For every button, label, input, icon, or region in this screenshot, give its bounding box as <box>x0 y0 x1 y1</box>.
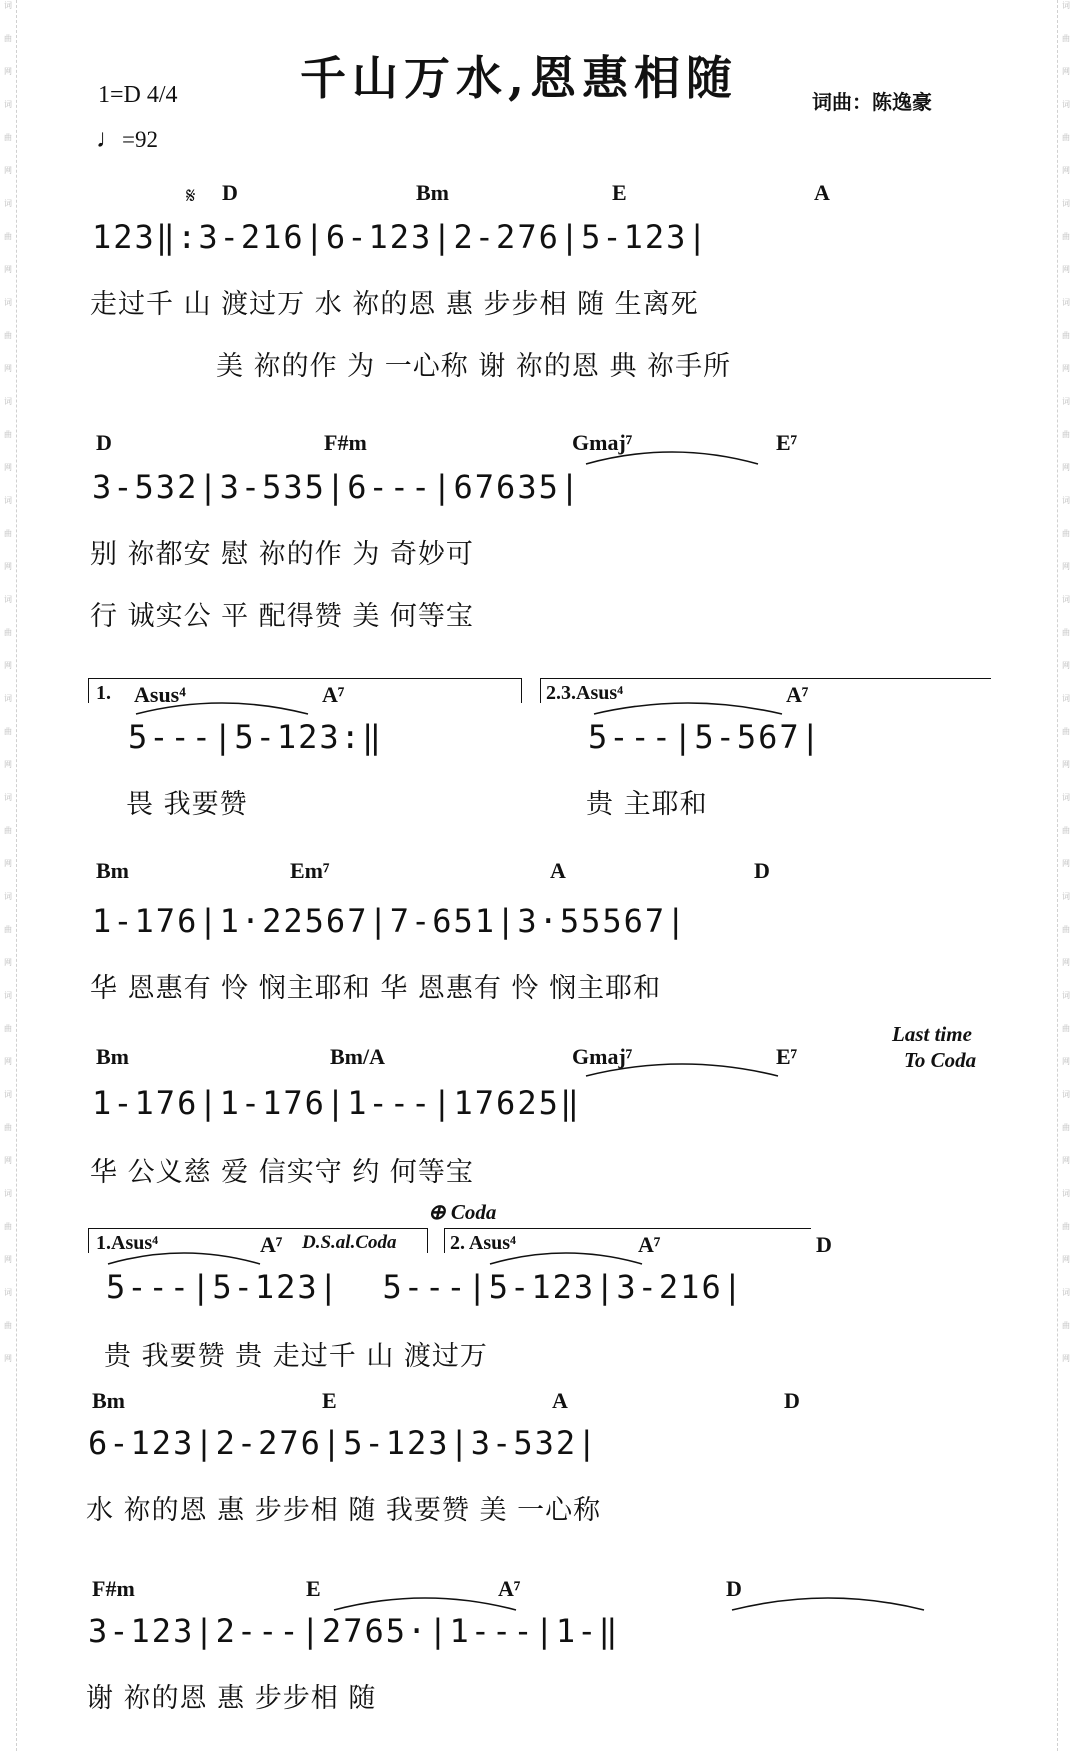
watermark-glyph: 曲 <box>1062 1024 1070 1033</box>
chord: E <box>322 1388 337 1413</box>
watermark-glyph: 曲 <box>1062 331 1070 340</box>
quarter-note-icon: ♩ <box>96 124 122 153</box>
watermark-glyph: 网 <box>1062 364 1070 373</box>
lyric-verse-1: 别 祢都安 慰 祢的作 为 奇妙可 <box>90 539 474 570</box>
watermark-glyph: 网 <box>4 1156 12 1165</box>
ds-al-coda-marking: D.S.al.Coda <box>302 1232 397 1253</box>
right-border-watermark <box>1057 0 1074 1751</box>
watermark-glyph: 词 <box>4 298 12 307</box>
watermark-glyph: 词 <box>1062 1090 1070 1099</box>
watermark-glyph: 词 <box>4 1189 12 1198</box>
watermark-glyph: 网 <box>4 859 12 868</box>
watermark-glyph: 词 <box>4 397 12 406</box>
key-signature: 1=D 4/4 <box>98 82 178 108</box>
watermark-glyph: 词 <box>4 100 12 109</box>
watermark-glyph: 词 <box>1062 1189 1070 1198</box>
segno-icon: 𝄋 <box>186 184 196 209</box>
lyric-line: 畏 我要赞 <box>126 789 248 820</box>
watermark-glyph: 网 <box>4 67 12 76</box>
chord: E <box>306 1576 321 1601</box>
watermark-glyph: 网 <box>1062 1354 1070 1363</box>
watermark-glyph: 词 <box>1062 100 1070 109</box>
watermark-glyph: 曲 <box>1062 232 1070 241</box>
watermark-glyph: 网 <box>4 265 12 274</box>
watermark-glyph: 曲 <box>4 1222 12 1231</box>
chord: A⁷ <box>638 1232 661 1257</box>
watermark-glyph: 曲 <box>1062 628 1070 637</box>
watermark-glyph: 词 <box>4 595 12 604</box>
tie-arc <box>582 444 762 468</box>
watermark-glyph: 词 <box>4 694 12 703</box>
chord: Bm <box>92 1388 125 1413</box>
chord: D <box>816 1232 832 1257</box>
watermark-glyph: 网 <box>1062 562 1070 571</box>
chord: A⁷ <box>322 682 345 707</box>
watermark-glyph: 曲 <box>4 34 12 43</box>
notation-line: 123‖:3-216|6-123|2-276|5-123| <box>92 218 709 256</box>
chord: Gmaj⁷ <box>572 430 633 455</box>
watermark-glyph: 词 <box>1062 1288 1070 1297</box>
volta-label-2: 2. Asus⁴ <box>450 1232 517 1254</box>
tie-arc <box>132 696 312 718</box>
watermark-glyph: 网 <box>1062 1057 1070 1066</box>
chord: A⁷ <box>260 1232 283 1257</box>
chord: F#m <box>92 1576 135 1601</box>
tie-arc <box>590 696 786 718</box>
watermark-glyph: 网 <box>1062 67 1070 76</box>
watermark-glyph: 网 <box>1062 166 1070 175</box>
chord: Bm <box>96 858 129 883</box>
lyric-verse-2: 美 祢的作 为 一心称 谢 祢的恩 典 祢手所 <box>216 351 732 382</box>
chord: A <box>552 1388 568 1413</box>
watermark-glyph: 网 <box>1062 859 1070 868</box>
chord: D <box>726 1576 742 1601</box>
watermark-glyph: 网 <box>4 166 12 175</box>
chord: E⁷ <box>776 430 798 455</box>
tie-arc <box>582 1056 782 1080</box>
watermark-glyph: 词 <box>1062 298 1070 307</box>
chord: Bm <box>96 1044 129 1069</box>
watermark-glyph: 词 <box>1062 892 1070 901</box>
chord: A <box>550 858 566 883</box>
notation-line: 3-123|2---|2765·|1---|1-‖ <box>88 1612 620 1650</box>
watermark-glyph: 网 <box>1062 661 1070 670</box>
watermark-glyph: 曲 <box>1062 826 1070 835</box>
watermark-glyph: 网 <box>1062 265 1070 274</box>
lyric-line: 华 恩惠有 怜 悯主耶和 华 恩惠有 怜 悯主耶和 <box>90 973 662 1004</box>
watermark-glyph: 词 <box>4 496 12 505</box>
watermark-glyph: 曲 <box>4 133 12 142</box>
lyric-verse-2: 行 诚实公 平 配得赞 美 何等宝 <box>90 601 474 632</box>
chord: D <box>754 858 770 883</box>
watermark-glyph: 网 <box>4 562 12 571</box>
tie-arc <box>104 1246 264 1268</box>
chord: D <box>784 1388 800 1413</box>
volta-label-1: 1.Asus⁴ <box>96 1232 159 1254</box>
watermark-glyph: 词 <box>1062 595 1070 604</box>
chord: F#m <box>324 430 367 455</box>
watermark-glyph: 词 <box>4 1288 12 1297</box>
watermark-glyph: 曲 <box>1062 1321 1070 1330</box>
watermark-glyph: 网 <box>4 958 12 967</box>
watermark-glyph: 网 <box>4 760 12 769</box>
watermark-glyph: 词 <box>1062 496 1070 505</box>
watermark-glyph: 曲 <box>4 430 12 439</box>
watermark-glyph: 词 <box>1062 694 1070 703</box>
watermark-glyph: 词 <box>4 1090 12 1099</box>
left-border-watermark <box>0 0 17 1751</box>
watermark-glyph: 网 <box>1062 1255 1070 1264</box>
lyric-line: 谢 祢的恩 惠 步步相 随 <box>86 1683 377 1714</box>
watermark-glyph: 曲 <box>4 1321 12 1330</box>
coda-marking: ⊕ Coda <box>428 1200 497 1224</box>
watermark-glyph: 曲 <box>1062 133 1070 142</box>
chord: E <box>612 180 627 205</box>
watermark-glyph: 曲 <box>4 331 12 340</box>
chord: Em⁷ <box>290 858 330 883</box>
watermark-glyph: 曲 <box>1062 529 1070 538</box>
volta-label-2: 2.3.Asus⁴ <box>546 682 624 704</box>
watermark-glyph: 词 <box>4 892 12 901</box>
tempo-value: =92 <box>122 127 158 152</box>
chord: D <box>96 430 112 455</box>
watermark-glyph: 曲 <box>4 1024 12 1033</box>
watermark-glyph: 网 <box>4 1255 12 1264</box>
watermark-glyph: 曲 <box>4 727 12 736</box>
chord: E⁷ <box>776 1044 798 1069</box>
watermark-glyph: 词 <box>1062 991 1070 1000</box>
chord: D <box>222 180 238 205</box>
tie-arc <box>728 1590 928 1614</box>
watermark-glyph: 词 <box>1062 199 1070 208</box>
to-coda-marking: To Coda <box>904 1048 977 1072</box>
watermark-glyph: 网 <box>4 1354 12 1363</box>
volta-label-1: 1. <box>96 682 111 704</box>
watermark-glyph: 网 <box>1062 958 1070 967</box>
notation-line: 6-123|2-276|5-123|3-532| <box>88 1424 599 1462</box>
watermark-glyph: 词 <box>1062 397 1070 406</box>
lyric-verse-1: 走过千 山 渡过万 水 祢的恩 惠 步步相 随 生离死 <box>90 289 699 320</box>
lyric-line: 华 公义慈 爱 信实守 约 何等宝 <box>90 1157 474 1188</box>
chord: Bm <box>416 180 449 205</box>
notation-line: 5---|5-123:‖ <box>128 718 384 756</box>
last-time-marking: Last time <box>892 1022 972 1046</box>
watermark-glyph: 网 <box>4 661 12 670</box>
watermark-glyph: 词 <box>4 991 12 1000</box>
notation-line: 5---|5-123| 5---|5-123|3-216| <box>106 1268 744 1306</box>
chord: Gmaj⁷ <box>572 1044 633 1069</box>
notation-line: 1-176|1·22567|7-651|3·55567| <box>92 902 688 940</box>
watermark-glyph: 网 <box>4 364 12 373</box>
author-credit: 词曲：陈逸豪 <box>812 90 932 114</box>
watermark-glyph: 曲 <box>1062 1123 1070 1132</box>
watermark-glyph: 网 <box>1062 760 1070 769</box>
watermark-glyph: 曲 <box>1062 925 1070 934</box>
chord: Bm/A <box>330 1044 385 1069</box>
tie-arc <box>486 1246 646 1268</box>
song-title: 千山万水,恩惠相随 <box>300 51 739 105</box>
chord: A <box>814 180 830 205</box>
watermark-glyph: 曲 <box>4 628 12 637</box>
notation-line: 5---|5-567| <box>588 718 822 756</box>
watermark-glyph: 词 <box>1062 1 1070 10</box>
watermark-glyph: 词 <box>4 199 12 208</box>
watermark-glyph: 词 <box>1062 793 1070 802</box>
watermark-glyph: 曲 <box>1062 34 1070 43</box>
chord: A⁷ <box>498 1576 521 1601</box>
tie-arc <box>330 1590 520 1614</box>
watermark-glyph: 网 <box>1062 463 1070 472</box>
watermark-glyph: 曲 <box>1062 727 1070 736</box>
watermark-glyph: 词 <box>4 1 12 10</box>
watermark-glyph: 曲 <box>4 232 12 241</box>
lyric-line: 贵 我要赞 贵 走过千 山 渡过万 <box>104 1341 488 1372</box>
watermark-glyph: 曲 <box>4 1123 12 1132</box>
tempo-marking <box>96 124 158 154</box>
watermark-glyph: 网 <box>1062 1156 1070 1165</box>
chord: A⁷ <box>786 682 809 707</box>
watermark-glyph: 曲 <box>4 529 12 538</box>
watermark-glyph: 网 <box>4 463 12 472</box>
notation-line: 3-532|3-535|6---|67635| <box>92 468 582 506</box>
watermark-glyph: 曲 <box>4 826 12 835</box>
watermark-glyph: 曲 <box>1062 430 1070 439</box>
notation-line: 1-176|1-176|1---|17625‖ <box>92 1084 582 1122</box>
watermark-glyph: 词 <box>4 793 12 802</box>
watermark-glyph: 曲 <box>4 925 12 934</box>
lyric-line: 水 祢的恩 惠 步步相 随 我要赞 美 一心称 <box>86 1495 602 1526</box>
chord: Asus⁴ <box>134 682 186 707</box>
watermark-glyph: 网 <box>4 1057 12 1066</box>
watermark-glyph: 曲 <box>1062 1222 1070 1231</box>
lyric-line: 贵 主耶和 <box>586 789 708 820</box>
